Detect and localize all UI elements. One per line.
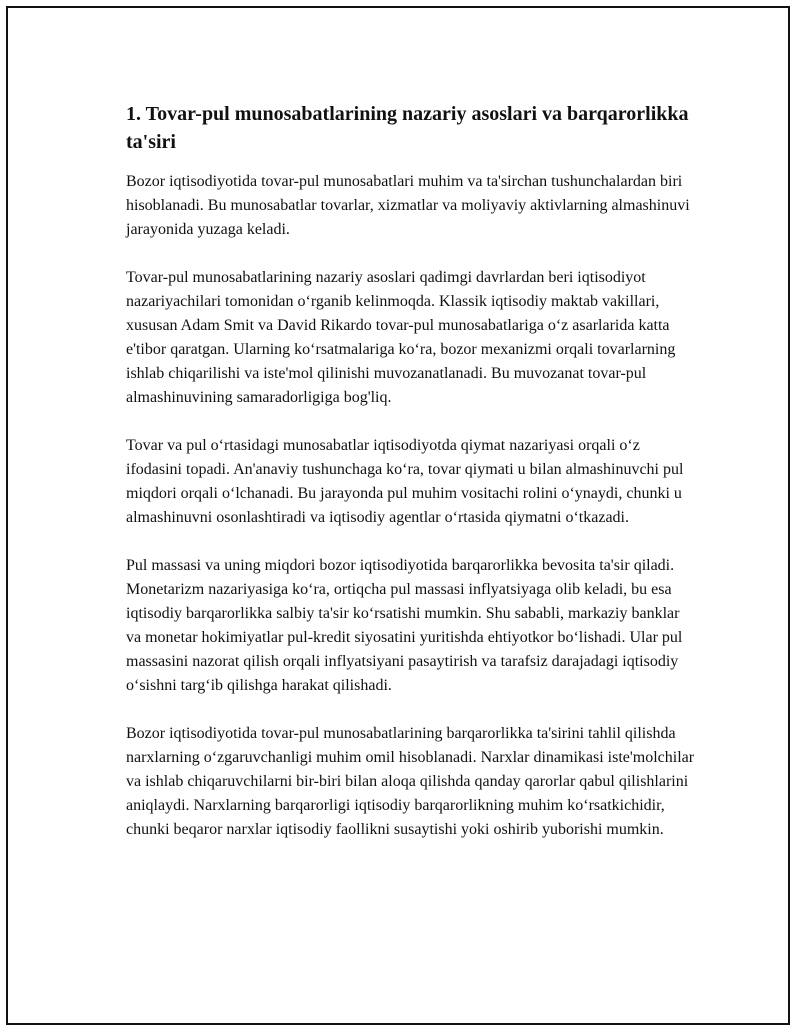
paragraph: Tovar va pul oʻrtasidagi munosabatlar iqtisodiyotda qiymat nazariyasi orqali oʻz ifodasini topadi. An'anaviy tushunchaga koʻra, tovar qiymati u bilan almashinuvchi pul miqdori orqali oʻlchanadi. Bu jarayonda pul muhim vositachi rolini oʻynaydi, chunki u almashinuvni osonlashtiradi va iqtisodiy agentlar oʻrtasida qiymatni oʻtkazadi. (126, 437, 684, 526)
paragraph: Tovar-pul munosabatlarining nazariy asoslari qadimgi davrlardan beri iqtisodiyot nazariyachilari tomonidan oʻrganib kelinmoqda. Klassik iqtisodiy maktab vakillari, xususan Adam Smit va David Rikardo tovar-pul munosabatlariga oʻz asarlarida katta e'tibor qaratgan. Ularning koʻrsatmalariga koʻra, bozor mexanizmi orqali tovarlarning ishlab chiqarilishi va iste'mol qilinishi muvozanatlanadi. Bu muvozanat tovar-pul almashinuvining samaradorligiga bog'liq. (126, 269, 676, 406)
paragraph: Bozor iqtisodiyotida tovar-pul munosabatlarining barqarorlikka ta'sirini tahlil qilishda narxlarning oʻzgaruvchanligi muhim omil hisoblanadi. Narxlar dinamikasi iste'molchilar va ishlab chiqaruvchilarni bir-biri bilan aloqa qilishda qanday qarorlar qabul qilishlarini aniqlaydi. Narxlarning barqarorligi iqtisodiy barqarorlikning muhim koʻrsatkichidir, chunki beqaror narxlar iqtisodiy faollikni susaytishi yoki oshirib yuborishi mumkin. (126, 725, 695, 838)
paragraph: Pul massasi va uning miqdori bozor iqtisodiyotida barqarorlikka bevosita ta'sir qiladi. Monetarizm nazariyasiga koʻra, ortiqcha pul massasi inflyatsiyaga olib keladi, bu esa iqtisodiy barqarorlikka salbiy ta'sir koʻrsatishi mumkin. Shu sababli, markaziy banklar va monetar hokimiyatlar pul-kredit siyosatini yuritishda ehtiyotkor boʻlishadi. Ular pul massasini nazorat qilish orqali inflyatsiyani pasaytirish va tarafsiz darajadagi iqtisodiy oʻsishni targʻib qilishga harakat qilishadi. (126, 557, 683, 694)
paragraph: Bozor iqtisodiyotida tovar-pul munosabatlari muhim va ta'sirchan tushunchalardan biri hisoblanadi. Bu munosabatlar tovarlar, xizmatlar va moliyaviy aktivlarning almashinuvi jarayonida yuzaga keladi. (126, 173, 690, 238)
document-body (126, 100, 696, 866)
section-title: 1. Tovar-pul munosabatlarining nazariy asoslari va barqarorlikka ta'siri (126, 103, 689, 153)
page-frame (6, 6, 790, 1025)
